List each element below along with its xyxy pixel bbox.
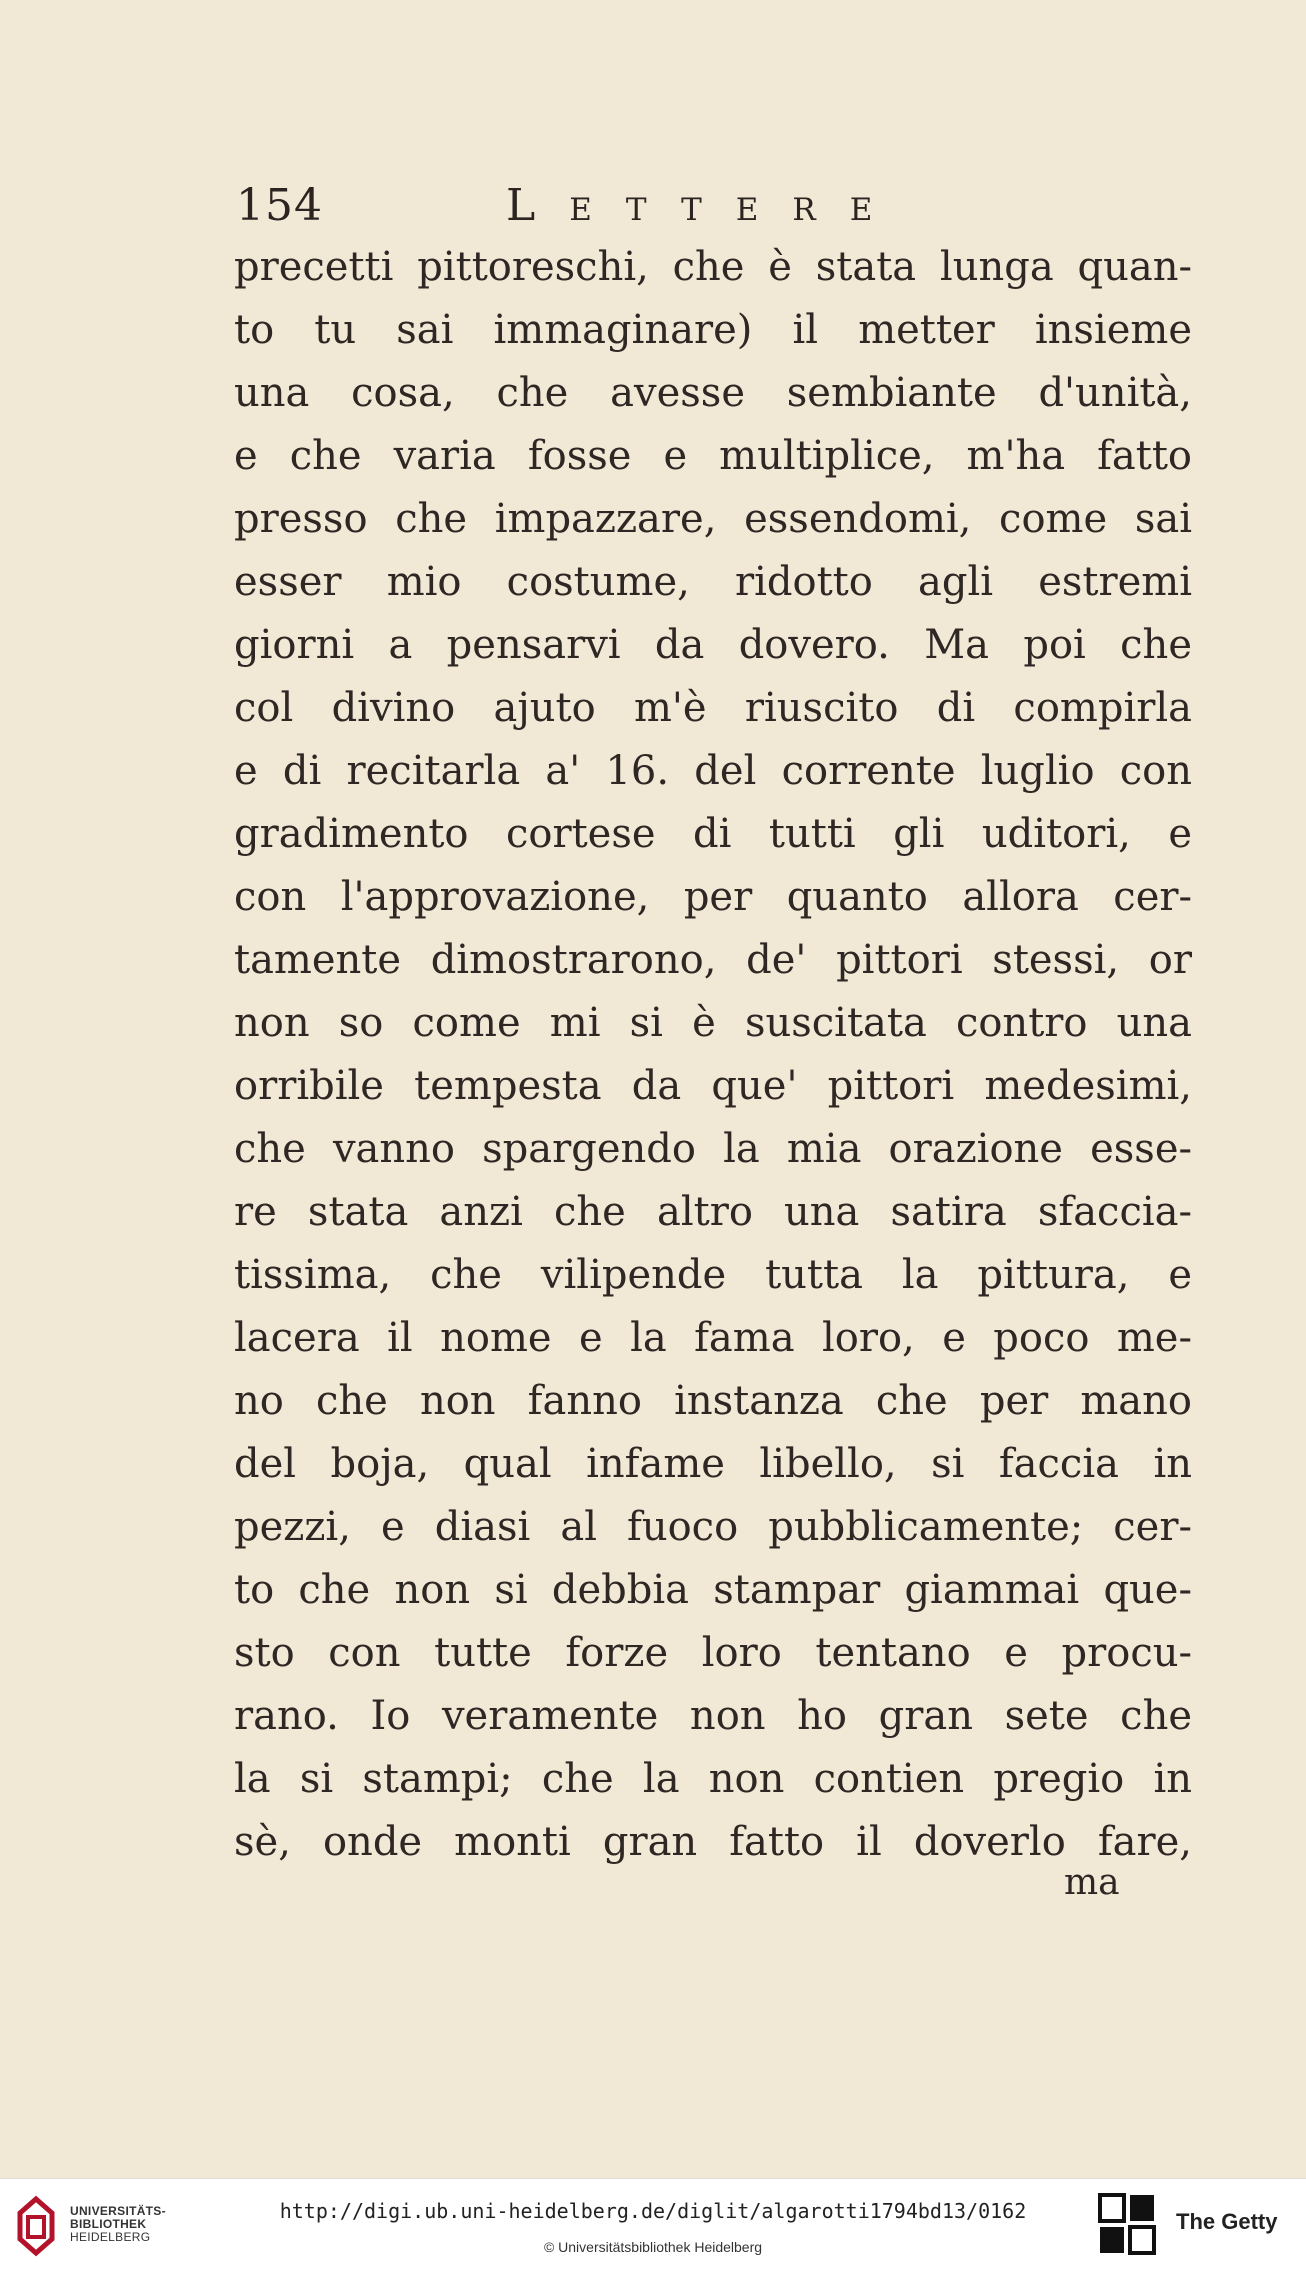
text-line: giorni a pensarvi da dovero. Ma poi che (234, 622, 1192, 668)
body-text (234, 236, 1192, 1874)
text-line: con l'approvazione, per quanto allora cer- (234, 874, 1192, 920)
page-header (236, 180, 1246, 240)
text-line: esser mio costume, ridotto agli estremi (234, 559, 1192, 605)
page-number: 154 (236, 180, 323, 231)
permalink-url[interactable]: http://digi.ub.uni-heidelberg.de/diglit/algarotti1794bd13/0162 (279, 2199, 1027, 2223)
text-line: orribile tempesta da que' pittori medesimi, (234, 1063, 1192, 1109)
text-line: la si stampi; che la non contien pregio in (234, 1756, 1192, 1802)
text-line: e che varia fosse e multiplice, m'ha fatto (234, 433, 1192, 479)
partner-name[interactable]: The Getty (1176, 2209, 1278, 2234)
text-line: re stata anzi che altro una satira sfaccia- (234, 1189, 1192, 1235)
text-line: una cosa, che avesse sembiante d'unità, (234, 370, 1192, 416)
text-line: tamente dimostrarono, de' pittori stessi, or (234, 937, 1192, 983)
text-line: tissima, che vilipende tutta la pittura, e (234, 1252, 1192, 1298)
text-line: col divino ajuto m'è riuscito di compirla (234, 685, 1192, 731)
text-line: to tu sai immaginare) il metter insieme (234, 307, 1192, 353)
text-line: precetti pittoreschi, che è stata lunga quan- (234, 244, 1192, 290)
text-line: del boja, qual infame libello, si faccia in (234, 1441, 1192, 1487)
running-head: Lettere (506, 180, 907, 231)
library-name-line-2: BIBLIOTHEK (70, 2217, 147, 2231)
library-name-line-3: HEIDELBERG (70, 2230, 151, 2244)
library-name-line-1: UNIVERSITÄTS- (70, 2204, 166, 2218)
text-line: lacera il nome e la fama loro, e poco me- (234, 1315, 1192, 1361)
getty-logo-icon[interactable] (1098, 2193, 1156, 2255)
copyright-notice: © Universitätsbibliothek Heidelberg (543, 2239, 763, 2255)
text-line: sè, onde monti gran fatto il doverlo fare, (234, 1819, 1192, 1865)
footer-bar (0, 2178, 1306, 2273)
text-line: to che non si debbia stampar giammai que- (234, 1567, 1192, 1613)
text-line: non so come mi si è suscitata contro una (234, 1000, 1192, 1046)
catchword: ma (1064, 1862, 1120, 1903)
text-line: rano. Io veramente non ho gran sete che (234, 1693, 1192, 1739)
text-line: pezzi, e diasi al fuoco pubblicamente; cer- (234, 1504, 1192, 1550)
text-line: sto con tutte forze loro tentano e procu- (234, 1630, 1192, 1676)
text-line: e di recitarla a' 16. del corrente luglio con (234, 748, 1192, 794)
text-line: no che non fanno instanza che per mano (234, 1378, 1192, 1424)
text-line: presso che impazzare, essendomi, come sai (234, 496, 1192, 542)
text-line: gradimento cortese di tutti gli uditori, e (234, 811, 1192, 857)
text-line: che vanno spargendo la mia orazione esse- (234, 1126, 1192, 1172)
